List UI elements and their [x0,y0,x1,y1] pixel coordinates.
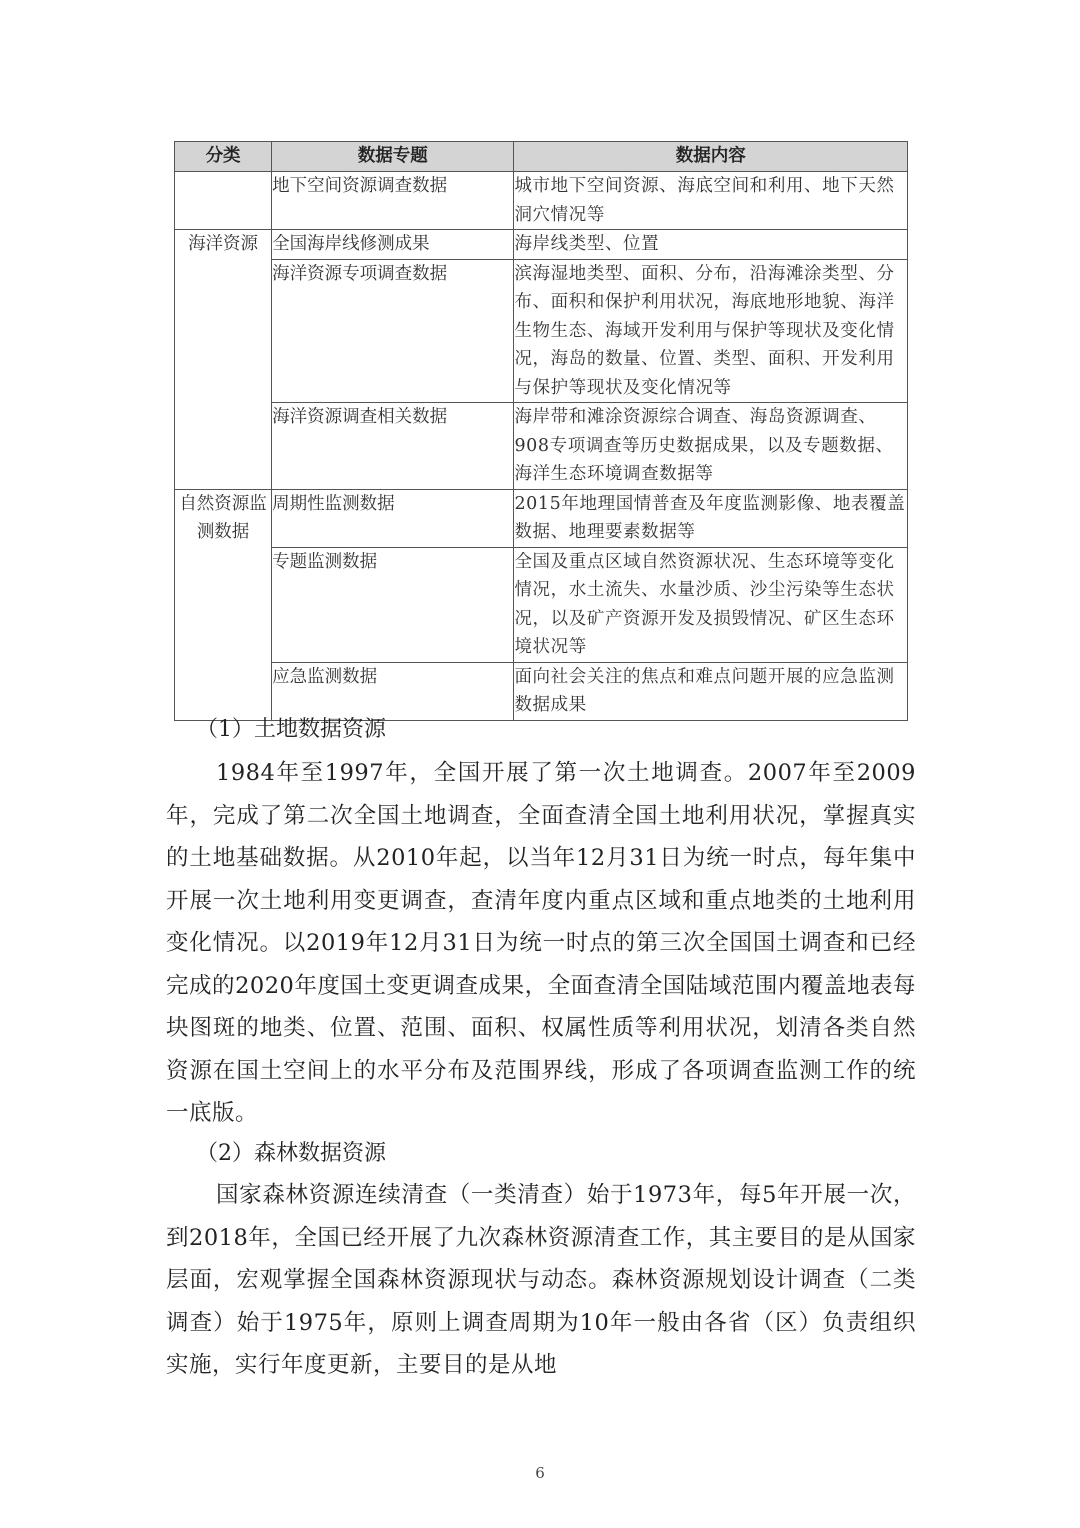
table-row [175,489,908,547]
topic-cell: 周期性监测数据 [272,489,514,547]
content-cell: 滨海湿地类型、面积、分布，沿海滩涂类型、分布、面积和保护利用状况，海底地形地貌、海洋生物生态、海域开发利用与保护等现状及变化情况，海岛的数量、位置、类型、面积、开发利用与保护等现状及变化情况等 [514,259,908,403]
page-number: 6 [535,1464,545,1482]
content-cell: 城市地下空间资源、海底空间和利用、地下天然洞穴情况等 [514,172,908,230]
topic-cell: 专题监测数据 [272,547,514,662]
section-heading-land: （1）土地数据资源 [196,717,386,742]
content-cell: 全国及重点区域自然资源状况、生态环境等变化情况，水土流失、水量沙质、沙尘污染等生态状况，以及矿产资源开发及损毁情况、矿区生态环境状况等 [514,547,908,662]
table-row [175,230,908,260]
section-heading-forest: （2）森林数据资源 [196,1141,386,1166]
content-cell: 海岸线类型、位置 [514,230,908,260]
header-topic: 数据专题 [272,142,514,172]
table-header-row [175,142,908,172]
topic-cell: 应急监测数据 [272,662,514,720]
table-row [175,403,908,490]
table-row [175,172,908,230]
header-category: 分类 [175,142,272,172]
table-row [175,662,908,720]
content-cell: 2015年地理国情普查及年度监测影像、地表覆盖数据、地理要素数据等 [514,489,908,547]
table-row [175,259,908,403]
data-resource-table [174,141,908,721]
topic-cell: 海洋资源专项调查数据 [272,259,514,403]
table-row [175,547,908,662]
topic-cell: 全国海岸线修测成果 [272,230,514,260]
content-cell: 海岸带和滩涂资源综合调查、海岛资源调查、908专项调查等历史数据成果，以及专题数据、海洋生态环境调查数据等 [514,403,908,490]
category-cell: 自然资源监测数据 [175,489,272,720]
topic-cell: 地下空间资源调查数据 [272,172,514,230]
header-content: 数据内容 [514,142,908,172]
paragraph-land: 1984年至1997年，全国开展了第一次土地调查。2007年至2009年，完成了第二次全国土地调查，全面查清全国土地利用状况，掌握真实的土地基础数据。从2010年起，以当年12月31日为统一时点，每年集中开展一次土地利用变更调查，查清年度内重点区域和重点地类的土地利用变化情况。以2019年12月31日为统一时点的第三次全国国土调查和已经完成的2020年度国土变更调查成果，全面查清全国陆域范围内覆盖地表每块图斑的地类、位置、范围、面积、权属性质等利用状况，划清各类自然资源在国土空间上的水平分布及范围界线，形成了各项调查监测工作的统一底版。 [166,760,916,1126]
topic-cell: 海洋资源调查相关数据 [272,403,514,490]
paragraph-forest: 国家森林资源连续清查（一类清查）始于1973年，每5年开展一次，到2018年，全国已经开展了九次森林资源清查工作，其主要目的是从国家层面，宏观掌握全国森林资源现状与动态。森林资源规划设计调查（二类调查）始于1975年，原则上调查周期为10年一般由各省（区）负责组织实施，实行年度更新，主要目的是从地 [166,1182,916,1378]
content-cell: 面向社会关注的焦点和难点问题开展的应急监测数据成果 [514,662,908,720]
category-cell: 海洋资源 [175,230,272,490]
category-cell [175,172,272,230]
